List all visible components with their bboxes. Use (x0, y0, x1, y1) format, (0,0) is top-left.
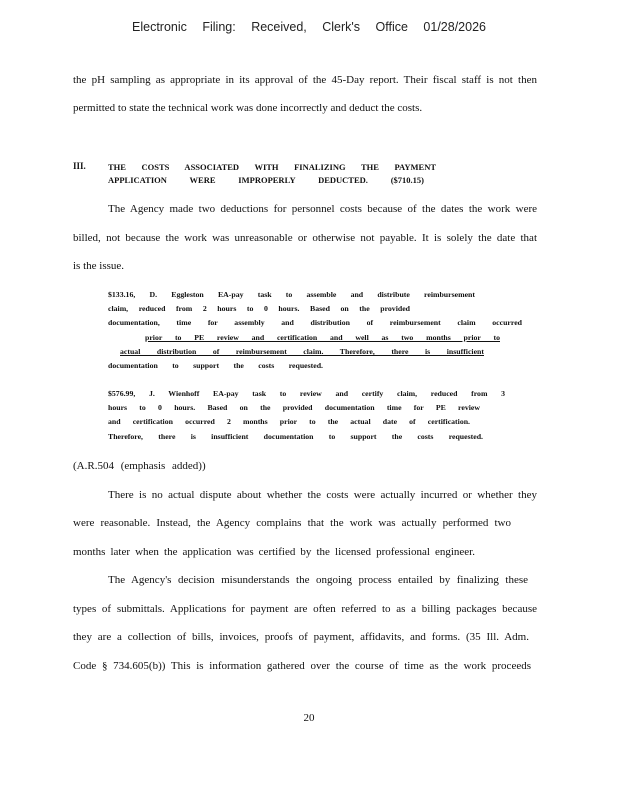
filing-stamp-header: Electronic Filing: Received, Clerk's Office 01/28/2026 (132, 20, 486, 34)
quote-line: and certification occurred 2 months prior to the actual date of certification. (108, 417, 470, 426)
quote-line: documentation, time for assembly and distribution of reimbursement claim occurred (108, 318, 522, 327)
body-line: There is no actual dispute about whether the costs were actually incurred or whether they (108, 489, 537, 501)
section-heading-line: APPLICATION WERE IMPROPERLY DEDUCTED. ($710.15) (108, 175, 424, 185)
body-line: is the issue. (73, 260, 125, 272)
quote-line: claim, reduced from 2 hours to 0 hours. Based on the provided (108, 304, 410, 313)
quote-line: documentation to support the costs requested. (108, 361, 323, 370)
body-line: they are a collection of bills, invoices, proofs of payment, affidavits, and forms. (35 Ill. Adm. (73, 631, 529, 643)
quote-line: $133.16, D. Eggleston EA-pay task to assemble and distribute reimbursement (108, 290, 475, 299)
quote-line-underlined: actual distribution of reimbursement claim. Therefore, there is insufficient (120, 347, 484, 356)
page-number: 20 (303, 712, 315, 724)
body-line: permitted to state the technical work was done incorrectly and deduct the costs. (73, 102, 423, 114)
body-line: the pH sampling as appropriate in its approval of the 45-Day report. Their fiscal staff is not then (73, 74, 537, 86)
body-line: were reasonable. Instead, the Agency complains that the work was actually performed two (73, 517, 511, 529)
quote-line: $576.99, J. Wienhoff EA-pay task to review and certify claim, reduced from 3 (108, 389, 505, 398)
body-line: The Agency's decision misunderstands the ongoing process entailed by finalizing these (108, 574, 528, 586)
section-heading-line: THE COSTS ASSOCIATED WITH FINALIZING THE PAYMENT (108, 162, 436, 172)
body-line: The Agency made two deductions for personnel costs because of the dates the work were (108, 203, 537, 215)
body-line: months later when the application was certified by the licensed professional engineer. (73, 546, 475, 558)
body-line: billed, not because the work was unreasonable or otherwise not payable. It is solely the date that (73, 232, 537, 244)
body-line: types of submittals. Applications for payment are often referred to as a billing packages because (73, 603, 537, 615)
citation: (A.R.504 (emphasis added)) (73, 460, 206, 472)
body-line: Code § 734.605(b)) This is information gathered over the course of time as the work proceeds (73, 660, 531, 672)
quote-line: Therefore, there is insufficient documentation to support the costs requested. (108, 432, 483, 441)
section-number: III. (73, 161, 86, 171)
quote-line: hours to 0 hours. Based on the provided documentation time for PE review (108, 403, 480, 412)
quote-line-underlined: prior to PE review and certification and well as two months prior to (145, 333, 500, 342)
